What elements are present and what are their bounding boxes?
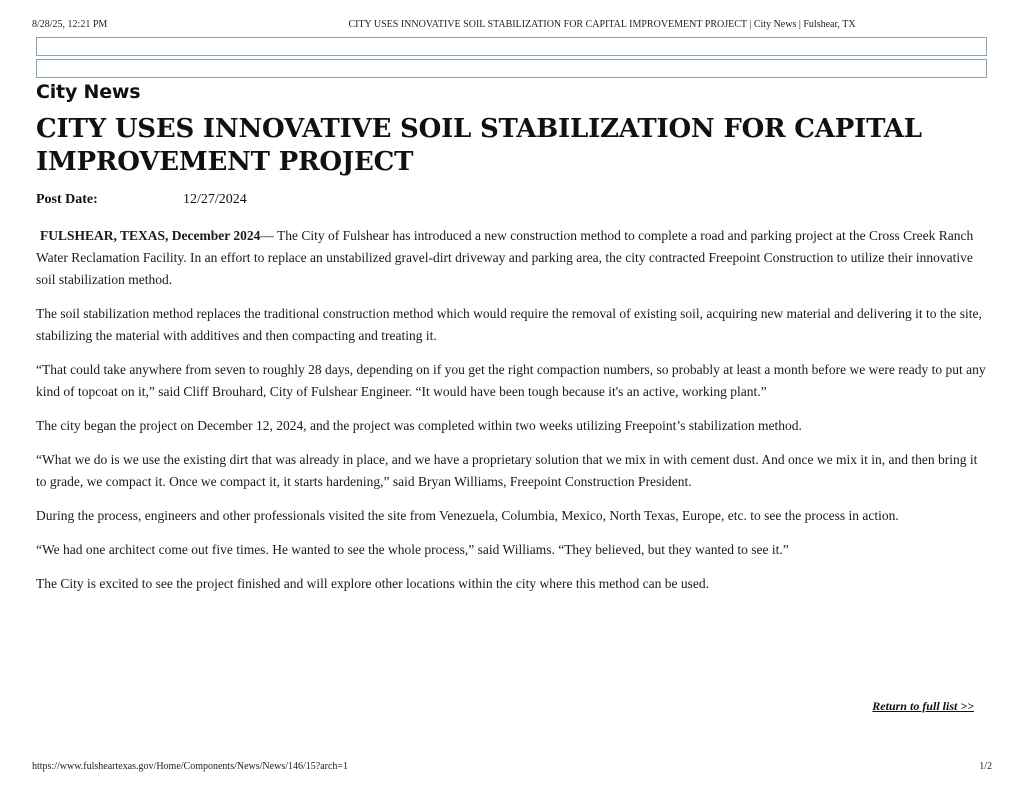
- section-label: City News: [36, 81, 141, 103]
- print-datetime: 8/28/25, 12:21 PM: [32, 19, 108, 30]
- print-footer-url: https://www.fulsheartexas.gov/Home/Components/News/News/146/15?arch=1: [32, 761, 349, 772]
- post-date-value: 12/27/2024: [183, 192, 247, 207]
- post-date-label: Post Date:: [36, 192, 98, 207]
- return-to-full-list-link[interactable]: Return to full list >>: [872, 699, 974, 713]
- article-paragraph: During the process, engineers and other professionals visited the site from Venezuela, Columbia, Mexico, North Texas, Europe, etc. to see the process in action.: [36, 508, 899, 523]
- article-paragraph: [36, 225, 991, 291]
- article-headline: CITY USES INNOVATIVE SOIL STABILIZATION FOR CAPITAL IMPROVEMENT PROJECT: [36, 114, 922, 177]
- print-page-title: CITY USES INNOVATIVE SOIL STABILIZATION FOR CAPITAL IMPROVEMENT PROJECT | City News | Fulshear, TX: [348, 19, 856, 30]
- article-paragraph: “We had one architect come out five times. He wanted to see the whole process,” said Williams. “They believed, but they wanted to see it.”: [36, 542, 789, 557]
- article-body: [36, 225, 991, 607]
- navigation-bar-placeholder: [36, 37, 987, 56]
- dateline-dash: —: [260, 228, 278, 243]
- article-paragraph: “That could take anywhere from seven to roughly 28 days, depending on if you get the right compaction numbers, so probably at least a month before we were ready to put any kind of topcoat on it,” said Cliff Brouhard, City of Fulshear Engineer. “It would have been tough because it's an active, working plant.”: [36, 362, 986, 399]
- article-paragraph-text: The City of Fulshear has introduced a new construction method to complete a road and parking project at the Cross Creek Ranch Water Reclamation Facility. In an effort to replace an unstabilized gravel-dirt driveway and parking area, the city contracted Freepoint Construction to utilize their innovative soil stabilization method.: [36, 228, 974, 287]
- print-header: [32, 19, 992, 33]
- search-bar-placeholder: [36, 59, 987, 78]
- article-paragraph: The soil stabilization method replaces the traditional construction method which would require the removal of existing soil, acquiring new material and delivering it to the site, stabilizing the material with additives and then compacting and treating it.: [36, 306, 982, 343]
- print-footer: [32, 761, 992, 775]
- article-paragraph: The City is excited to see the project finished and will explore other locations within the city where this method can be used.: [36, 576, 709, 591]
- post-date: [36, 192, 247, 208]
- article-paragraph: “What we do is we use the existing dirt that was already in place, and we have a proprietary solution that we mix in with cement dust. And once we mix it in, and then bring it to grade, we compact it. Once we compact it, it starts hardening,” said Bryan Williams, Freepoint Construction President.: [36, 452, 978, 489]
- print-page-number: 1/2: [979, 761, 992, 772]
- article-paragraph: The city began the project on December 12, 2024, and the project was completed within two weeks utilizing Freepoint’s stabilization method.: [36, 418, 802, 433]
- article-dateline: FULSHEAR, TEXAS, December 2024: [40, 228, 261, 243]
